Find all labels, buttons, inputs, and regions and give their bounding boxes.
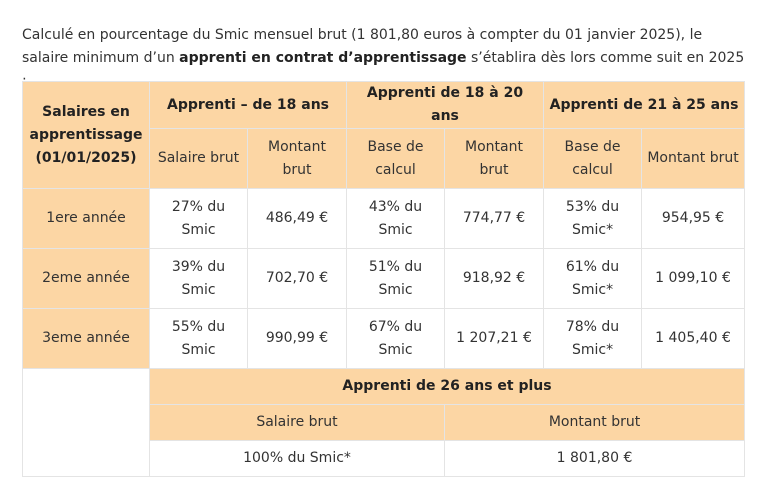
table-cell: 1 207,21 € bbox=[445, 309, 544, 369]
salary-table bbox=[22, 81, 745, 477]
row-label: 3eme année bbox=[23, 309, 150, 369]
table-cell: 53% du Smic* bbox=[544, 189, 642, 249]
intro-text-2: s’établira dès lors comme suit en 2025 bbox=[470, 50, 745, 66]
table-cell: 702,70 € bbox=[248, 249, 347, 309]
group-header-21-25: Apprenti de 21 à 25 ans bbox=[544, 82, 745, 129]
table-cell: 918,92 € bbox=[445, 249, 544, 309]
group-header-18-20: Apprenti de 18 à 20 ans bbox=[347, 82, 544, 129]
table-cell: 51% du Smic bbox=[347, 249, 445, 309]
subheader: Montant brut bbox=[445, 405, 745, 441]
table-cell: 486,49 € bbox=[248, 189, 347, 249]
table-cell: 67% du Smic bbox=[347, 309, 445, 369]
subheader: Base de calcul bbox=[544, 129, 642, 189]
table-cell: 954,95 € bbox=[642, 189, 745, 249]
subheader: Salaire brut bbox=[150, 129, 248, 189]
table-cell: 27% du Smic bbox=[150, 189, 248, 249]
table-cell: 1 405,40 € bbox=[642, 309, 745, 369]
corner-header: Salaires en apprentissage (01/01/2025) bbox=[23, 82, 150, 189]
subheader: Salaire brut bbox=[150, 405, 445, 441]
table-cell: 100% du Smic* bbox=[150, 441, 445, 477]
blank-cell bbox=[23, 369, 150, 477]
subheader: Montant brut bbox=[445, 129, 544, 189]
table-cell: 43% du Smic bbox=[347, 189, 445, 249]
subheader: Montant brut bbox=[248, 129, 347, 189]
table-row bbox=[23, 309, 745, 369]
table-cell: 39% du Smic bbox=[150, 249, 248, 309]
subheader: Montant brut bbox=[642, 129, 745, 189]
table-row bbox=[23, 189, 745, 249]
intro-text-1: Calculé en pourcentage du Smic mensuel brut (1 801,80 euros à compter du 01 janvier 2025), le salaire minimum d’un bbox=[22, 27, 703, 66]
row-label: 1ere année bbox=[23, 189, 150, 249]
table-cell: 61% du Smic* bbox=[544, 249, 642, 309]
table-cell: 1 801,80 € bbox=[445, 441, 745, 477]
table-cell: 774,77 € bbox=[445, 189, 544, 249]
intro-bold: apprenti en contrat d’apprentissage bbox=[179, 50, 467, 66]
group-header-26-plus: Apprenti de 26 ans et plus bbox=[150, 369, 745, 405]
table-cell: 990,99 € bbox=[248, 309, 347, 369]
table-cell: 1 099,10 € bbox=[642, 249, 745, 309]
table-cell: 78% du Smic* bbox=[544, 309, 642, 369]
table-cell: 55% du Smic bbox=[150, 309, 248, 369]
group-header-under-18: Apprenti – de 18 ans bbox=[150, 82, 347, 129]
subheader: Base de calcul bbox=[347, 129, 445, 189]
row-label: 2eme année bbox=[23, 249, 150, 309]
table-row bbox=[23, 249, 745, 309]
